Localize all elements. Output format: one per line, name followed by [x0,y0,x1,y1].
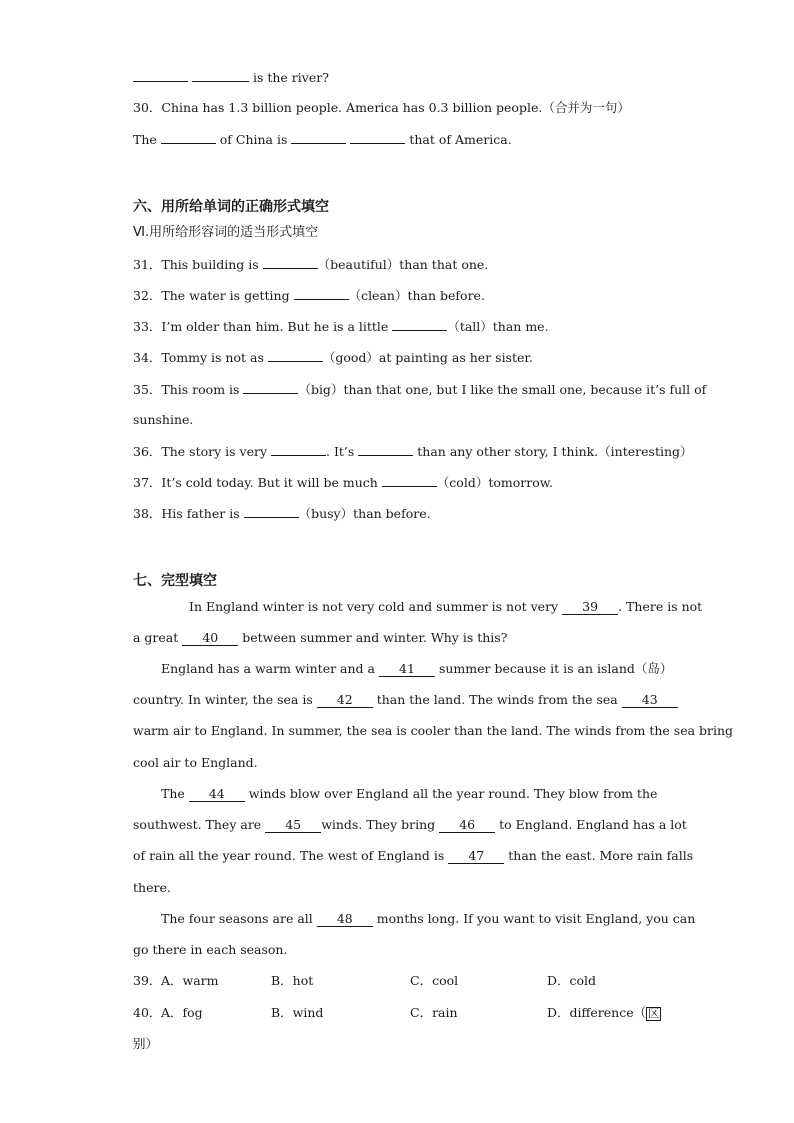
passage-line [133,817,687,833]
q40-option-a[interactable]: A．fog [161,1005,203,1020]
cloze-blank-44[interactable]: 44 [189,787,245,802]
question-text: It’s cold today. But it will be much [161,475,378,490]
passage-line [133,692,678,708]
answer-blank[interactable] [192,69,249,82]
passage-text: summer because it is an island（岛） [438,661,673,676]
q40-option-b[interactable]: B．wind [271,1005,324,1020]
passage-line [161,786,657,802]
q35-line [133,381,706,398]
answer-blank[interactable] [392,318,447,331]
passage-line: warm air to England. In summer, the sea is cooler than the land. The winds from the sea bring [133,723,734,738]
q36-line [133,443,693,460]
answer-blank[interactable] [244,505,299,518]
passage-text: than the east. More rain falls [508,848,694,863]
passage-text: a great [133,630,179,645]
q38-line [133,505,431,522]
passage-text: The four seasons are all [161,911,313,926]
answer-blank[interactable] [291,131,346,144]
question-text: （big）than that one, but I like the small one, because it’s full of [298,382,707,397]
question-number: 35． [133,382,162,397]
answer-blank[interactable] [271,443,326,456]
passage-line [133,848,693,864]
passage-text: . There is not [618,599,703,614]
passage-text: of rain all the year round. The west of England is [133,848,445,863]
q30-note: （合并为一句） [542,100,630,115]
passage-text: than the land. The winds from the sea [376,692,618,707]
passage-text: In England winter is not very cold and summer is not very [189,599,559,614]
question-text: （cold）tomorrow. [436,475,553,490]
question-number: 36． [133,444,162,459]
passage-text: The [161,786,185,801]
q33-line [133,318,549,335]
cloze-blank-43[interactable]: 43 [622,693,678,708]
question-text: I’m older than him. But he is a little [161,319,389,334]
passage-text: England has a warm winter and a [161,661,375,676]
cloze-blank-48[interactable]: 48 [317,912,373,927]
question-number: 32． [133,288,162,303]
answer-blank[interactable] [268,349,323,362]
cloze-blank-45[interactable]: 45 [265,818,321,833]
q40-option-d[interactable] [547,1005,661,1021]
question-text: The water is getting [161,288,290,303]
q39-option-c[interactable]: C．cool [410,973,459,988]
question-text: This building is [161,257,259,272]
question-text: （tall）than me. [447,319,549,334]
q37-line [133,474,553,491]
q31-line [133,256,488,273]
q32-line [133,287,485,304]
question-text: than any other story, I think.（interesting） [417,444,693,459]
q39-number: 39． [133,973,162,988]
question-text: （clean）than before. [348,288,485,303]
section6-subtitle: Ⅵ.用所给形容词的适当形式填空 [133,225,319,240]
answer-blank[interactable] [350,131,405,144]
cloze-blank-39[interactable]: 39 [562,600,618,615]
passage-text: to England. England has a lot [499,817,687,832]
passage-line: there. [133,880,171,895]
question-text: His father is [161,506,240,521]
q30-answer-line [133,131,512,148]
passage-text: winds blow over England all the year round. They blow from the [248,786,658,801]
q30-sentence: China has 1.3 billion people. America has 0.3 billion people. [161,100,543,115]
passage-line: cool air to England. [133,755,258,770]
passage-line [133,630,507,646]
passage-line [189,599,702,615]
question-number: 37． [133,475,162,490]
q34-line [133,349,533,366]
q40-option-c[interactable]: C．rain [410,1005,458,1020]
answer-blank[interactable] [243,381,298,394]
cloze-blank-46[interactable]: 46 [439,818,495,833]
question-number: 30． [133,100,162,115]
q30-line [133,100,630,116]
passage-text: country. In winter, the sea is [133,692,313,707]
question-number: 31． [133,257,162,272]
passage-text: southwest. They are [133,817,262,832]
passage-text: between summer and winter. Why is this? [242,630,508,645]
question-text: （busy）than before. [298,506,431,521]
q40-option-d-continuation: 别） [133,1036,159,1051]
question-text: The story is very [161,444,268,459]
q30-answer-end: that of America. [409,132,512,147]
question-number: 38． [133,506,162,521]
passage-text: months long. If you want to visit England, you can [376,911,696,926]
question-text: （good）at painting as her sister. [322,350,533,365]
answer-blank[interactable] [133,69,188,82]
q29-text: is the river? [252,70,329,85]
passage-line [161,911,695,927]
question-text: This room is [161,382,240,397]
section6-title: 六、用所给单词的正确形式填空 [133,199,329,215]
question-text: . It’s [326,444,355,459]
passage-line [161,661,672,677]
q40-number: 40． [133,1005,162,1020]
answer-blank[interactable] [161,131,216,144]
cloze-blank-41[interactable]: 41 [379,662,435,677]
q39-option-d[interactable]: D．cold [547,973,597,988]
question-number: 33． [133,319,162,334]
q35-continuation: sunshine. [133,412,194,427]
q40-option-d-text: D．difference（ [547,1005,647,1020]
cloze-blank-47[interactable]: 47 [448,849,504,864]
passage-line: go there in each season. [133,942,288,957]
q40-option-d-box: 区 [648,1007,660,1020]
section7-title: 七、完型填空 [133,573,217,589]
q30-answer-mid: of China is [219,132,288,147]
q39-option-b[interactable]: B．hot [271,973,314,988]
question-text: Tommy is not as [161,350,264,365]
question-number: 34． [133,350,162,365]
question-text: （beautiful）than that one. [317,257,489,272]
q30-answer-start: The [133,132,157,147]
answer-blank[interactable] [294,287,349,300]
passage-text: winds. They bring [321,817,436,832]
cloze-blank-40[interactable]: 40 [182,631,238,646]
answer-blank[interactable] [358,443,413,456]
q29-line [133,69,329,86]
answer-blank[interactable] [382,474,437,487]
answer-blank[interactable] [263,256,318,269]
q39-option-a[interactable]: A．warm [161,973,219,988]
cloze-blank-42[interactable]: 42 [317,693,373,708]
